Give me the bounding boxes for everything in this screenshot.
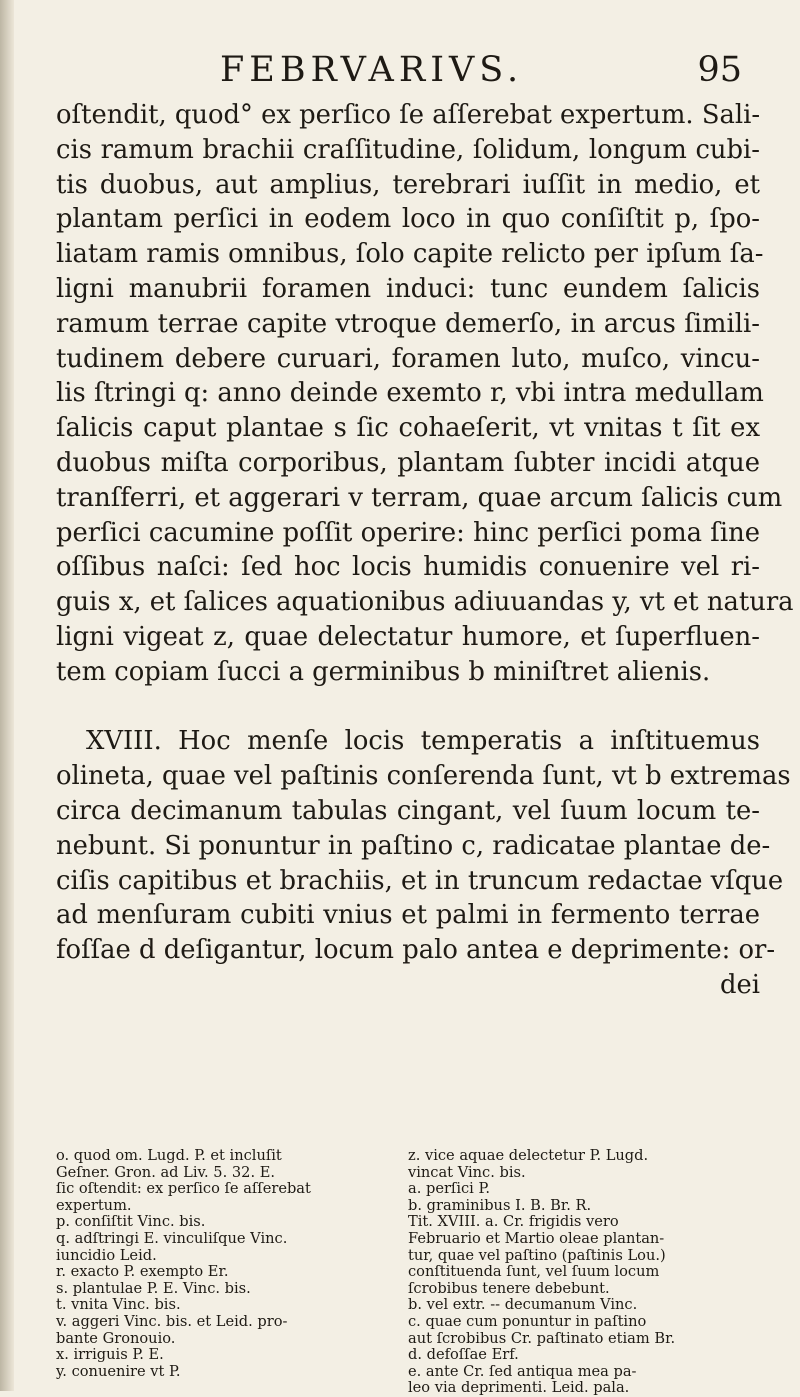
footnote: z. vice aquae delectetur P. Lugd. [408, 1147, 649, 1164]
footnote: bante Gronouio. [56, 1329, 176, 1347]
footnote: Februario et Martio oleae plantan- [408, 1229, 665, 1247]
text-line: liatam ramis omnibus, ſolo capite relicto per ipſum ſa- [56, 239, 764, 270]
footnote: tur, quae vel paſtino (paſtinis Lou.) [408, 1246, 666, 1264]
footnote: p. conſiſtit Vinc. bis. [56, 1213, 206, 1231]
footnotes-left-column [56, 1148, 386, 1380]
paragraph-gap [56, 690, 760, 725]
footnote: vincat Vinc. bis. [408, 1163, 526, 1181]
page-header [60, 50, 760, 90]
main-text [56, 98, 794, 1003]
footnote: b. graminibus I. B. Br. R. [408, 1196, 592, 1214]
catchword: dei [719, 969, 760, 1000]
text-line: cis ramum brachii craſſitudine, ſolidum, longum cubi- [56, 134, 760, 165]
footnote: a. perſici P. [408, 1180, 490, 1198]
footnote: r. exacto P. exempto Er. [56, 1263, 229, 1281]
footnote: e. ante Cr. ſed antiqua mea pa- [408, 1362, 637, 1380]
footnote: expertum. [56, 1196, 132, 1214]
text-line: tem copiam ſucci a germinibus b miniſtret alienis. [56, 656, 711, 687]
text-line: ciſis capitibus et brachiis, et in truncum redactae vſque [56, 865, 784, 896]
text-line: guis x, et ſalices aquationibus adiuuandas y, vt et natura [56, 587, 794, 618]
footnotes-right-column [408, 1148, 768, 1397]
footnote: y. conuenire vt P. [56, 1362, 181, 1380]
text-line: olineta, quae vel paſtinis conſerenda ſunt, vt b extremas [56, 761, 791, 792]
footnote: o. quod om. Lugd. P. et incluſit [56, 1147, 282, 1164]
footnote: aut ſcrobibus Cr. paſtinato etiam Br. [408, 1329, 676, 1347]
text-line: ligni manubrii foramen induci: tunc eundem ſalicis [56, 273, 760, 304]
text-line: foſſae d deſigantur, locum palo antea e deprimente: or- [56, 935, 776, 966]
text-line: ſalicis caput plantae s ſic cohaeſerit, vt vnitas t ſit ex [56, 413, 760, 444]
footnote: c. quae cum ponuntur in paſtino [408, 1312, 647, 1330]
footnote: iuncidio Leid. [56, 1246, 157, 1264]
text-line: duobus miſta corporibus, plantam ſubter incidi atque [56, 447, 760, 478]
footnote: leo via deprimenti. Leid. pala. [408, 1379, 630, 1397]
footnote: Geſner. Gron. ad Liv. 5. 32. E. [56, 1163, 276, 1181]
footnote: x. irriguis P. E. [56, 1346, 164, 1364]
footnote: b. vel extr. -- decumanum Vinc. [408, 1296, 638, 1314]
footnote: conſtituenda ſunt, vel ſuum locum [408, 1263, 660, 1281]
footnote: t. vnita Vinc. bis. [56, 1296, 181, 1314]
footnote: ſic oſtendit: ex perſico ſe aſſerebat [56, 1180, 311, 1198]
text-line: oſſibus naſci: ſed hoc locis humidis conuenire vel ri- [56, 552, 760, 583]
text-line: ramum terrae capite vtroque demerſo, in arcus ſimili- [56, 308, 760, 339]
page-edge [0, 0, 14, 1391]
text-line: tudinem debere curuari, foramen luto, muſco, vincu- [56, 343, 760, 374]
footnote: v. aggeri Vinc. bis. et Leid. pro- [56, 1312, 288, 1330]
page-number: 95 [697, 50, 742, 90]
text-line: circa decimanum tabulas cingant, vel ſuum locum te- [56, 795, 760, 826]
text-line: ad menſuram cubiti vnius et palmi in fermento terrae [56, 900, 760, 931]
text-line: tranſferri, et aggerari v terram, quae arcum ſalicis cum [56, 482, 783, 513]
text-line: oſtendit, quod° ex perſico ſe aſſerebat expertum. Sali- [56, 100, 761, 130]
text-line: plantam perſici in eodem loco in quo conſiſtit p, ſpo- [56, 204, 760, 235]
text-line: ligni vigeat z, quae delectatur humore, et ſuperfluen- [56, 621, 760, 652]
text-line: nebunt. Si ponuntur in paſtino c, radicatae plantae de- [56, 830, 771, 861]
footnote: Tit. XVIII. a. Cr. frigidis vero [408, 1213, 619, 1231]
text-line: tis duobus, aut amplius, terebrari iuſſit in medio, et [56, 169, 760, 200]
footnote: ſcrobibus tenere debebunt. [408, 1279, 610, 1297]
text-line: lis ſtringi q: anno deinde exemto r, vbi intra medullam [56, 378, 764, 409]
footnote: s. plantulae P. E. Vinc. bis. [56, 1279, 251, 1297]
footnote: q. adſtringi E. vinculiſque Vinc. [56, 1229, 288, 1247]
footnote: d. defoſſae Erf. [408, 1346, 519, 1364]
section-heading-line: XVIII. Hoc menſe locis temperatis a inſtituemus [86, 726, 760, 757]
running-head: FEBRVARIVS. [220, 50, 524, 90]
text-line: perſici cacumine poſſit operire: hinc perſici poma ſine [56, 517, 760, 548]
